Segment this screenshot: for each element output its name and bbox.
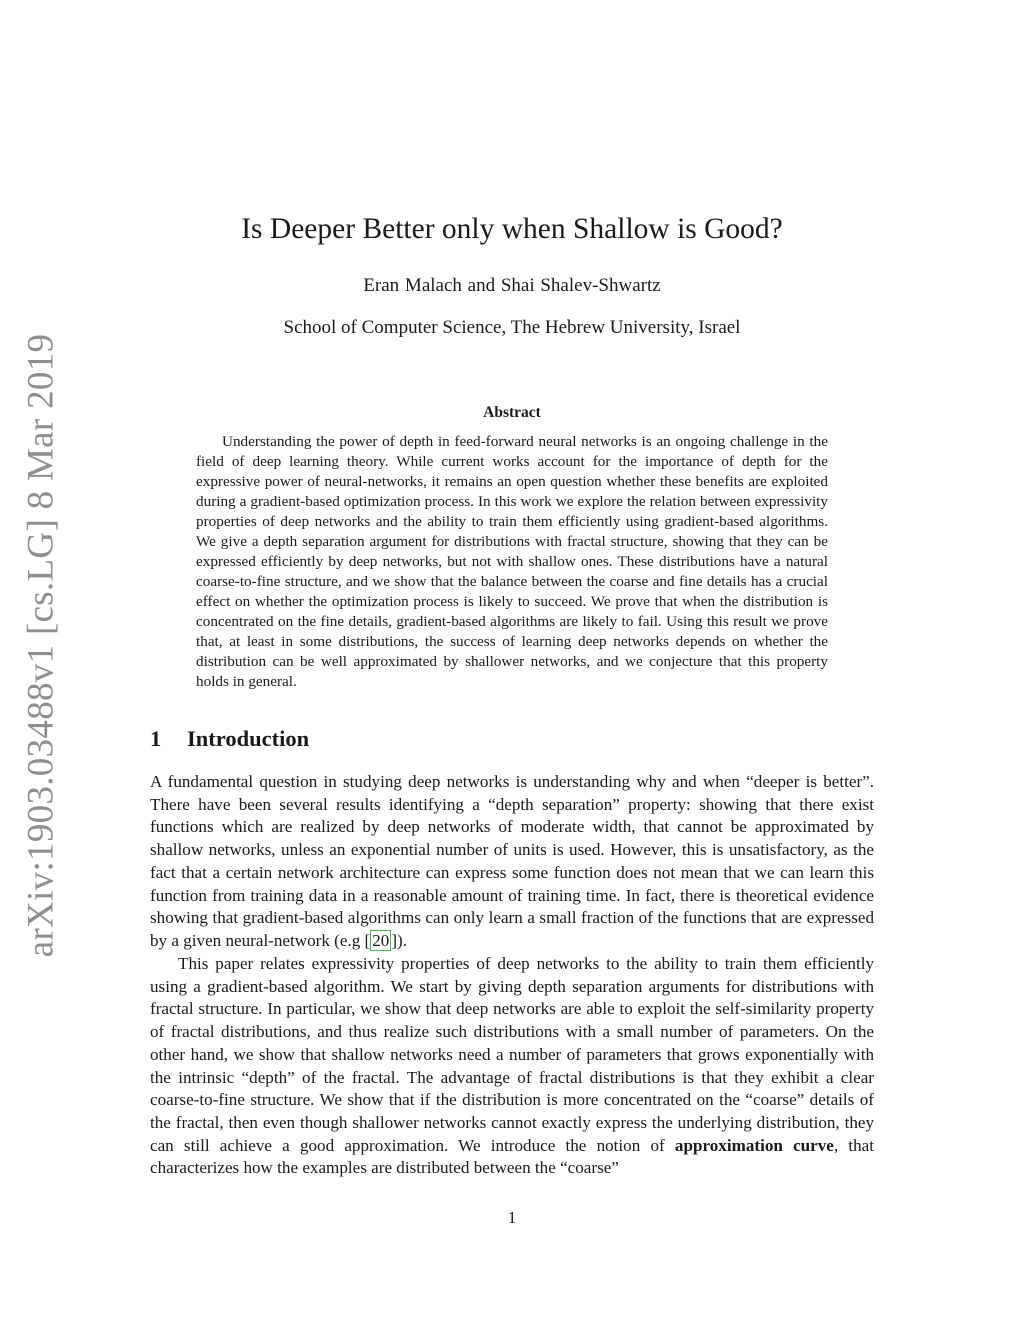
arxiv-id-text: arXiv:1903.03488v1 [cs.LG] 8 Mar 2019: [20, 333, 62, 957]
intro-paragraph-2: [150, 953, 874, 1180]
section-number: 1: [150, 726, 162, 751]
arxiv-identifier-stamp: [14, 333, 68, 957]
page-number: 1: [507, 1208, 517, 1227]
section-heading: [150, 726, 309, 752]
paper-title: Is Deeper Better only when Shallow is Good?: [241, 213, 783, 245]
paragraph-1-text: A fundamental question in studying deep networks is understanding why and when “deeper is better”. There have been several results identifying a “depth separation” property: showing that there exist functions which are realized by deep networks of moderate width, that cannot be approximated by shallow networks, unless an exponential number of units is used. However, this is unsatisfactory, as the fact that a certain network architecture can express some function does not mean that we can learn this function from training data in a reasonable amount of training time. In fact, there is theoretical evidence showing that gradient-based algorithms can only learn a small fraction of the functions that are expressed by a given neural-network (e.g [: [150, 772, 874, 950]
abstract-heading: Abstract: [483, 404, 541, 421]
paragraph-1-end: ]).: [391, 930, 407, 950]
paper-authors: Eran Malach and Shai Shalev-Shwartz: [363, 275, 661, 296]
paragraph-2-text: This paper relates expressivity properties of deep networks to the ability to train them efficiently using a gradient-based algorithm. We start by giving depth separation arguments for distributions with fractal structure. In particular, we show that deep networks are able to exploit the self-similarity property of fractal distributions, and thus realize such distributions with a small number of parameters. On the other hand, we show that shallow networks need a number of parameters that grows exponentially with the intrinsic “depth” of the fractal. The advantage of fractal distributions is that they exhibit a clear coarse-to-fine structure. We show that if the distribution is more concentrated on the “coarse” details of the fractal, then even though shallower networks cannot exactly express the underlying distribution, they can still achieve a good approximation. We introduce the notion of: [150, 954, 874, 1155]
intro-paragraph-1: [150, 771, 874, 953]
citation-link[interactable]: 20: [372, 930, 390, 950]
paragraph-2-end: , that characterizes how the examples are distributed between the “coarse”: [150, 1135, 874, 1178]
abstract-text: Understanding the power of depth in feed-forward neural networks is an ongoing challenge in the field of deep learning theory. While current works account for the importance of depth for the expressive power of neural-networks, it remains an open question whether these benefits are exploited during a gradient-based optimization process. In this work we explore the relation between expressivity properties of deep networks and the ability to train them efficiently using gradient-based algorithms. We give a depth separation argument for distributions with fractal structure, showing that they can be expressed efficiently by deep networks, but not with shallow ones. These distributions have a natural coarse-to-fine structure, and we show that the balance between the coarse and fine details has a crucial effect on whether the optimization process is likely to succeed. We prove that when the distribution is concentrated on the fine details, gradient-based algorithms are likely to fail. Using this result we prove that, at least in some distributions, the success of learning deep networks depends on whether the distribution can be well approximated by shallower networks, and we conjecture that this property holds in general.: [196, 433, 828, 690]
section-title: Introduction: [187, 726, 310, 751]
author-affiliation: School of Computer Science, The Hebrew University, Israel: [283, 317, 741, 338]
bold-term: approximation curve: [674, 1135, 834, 1155]
